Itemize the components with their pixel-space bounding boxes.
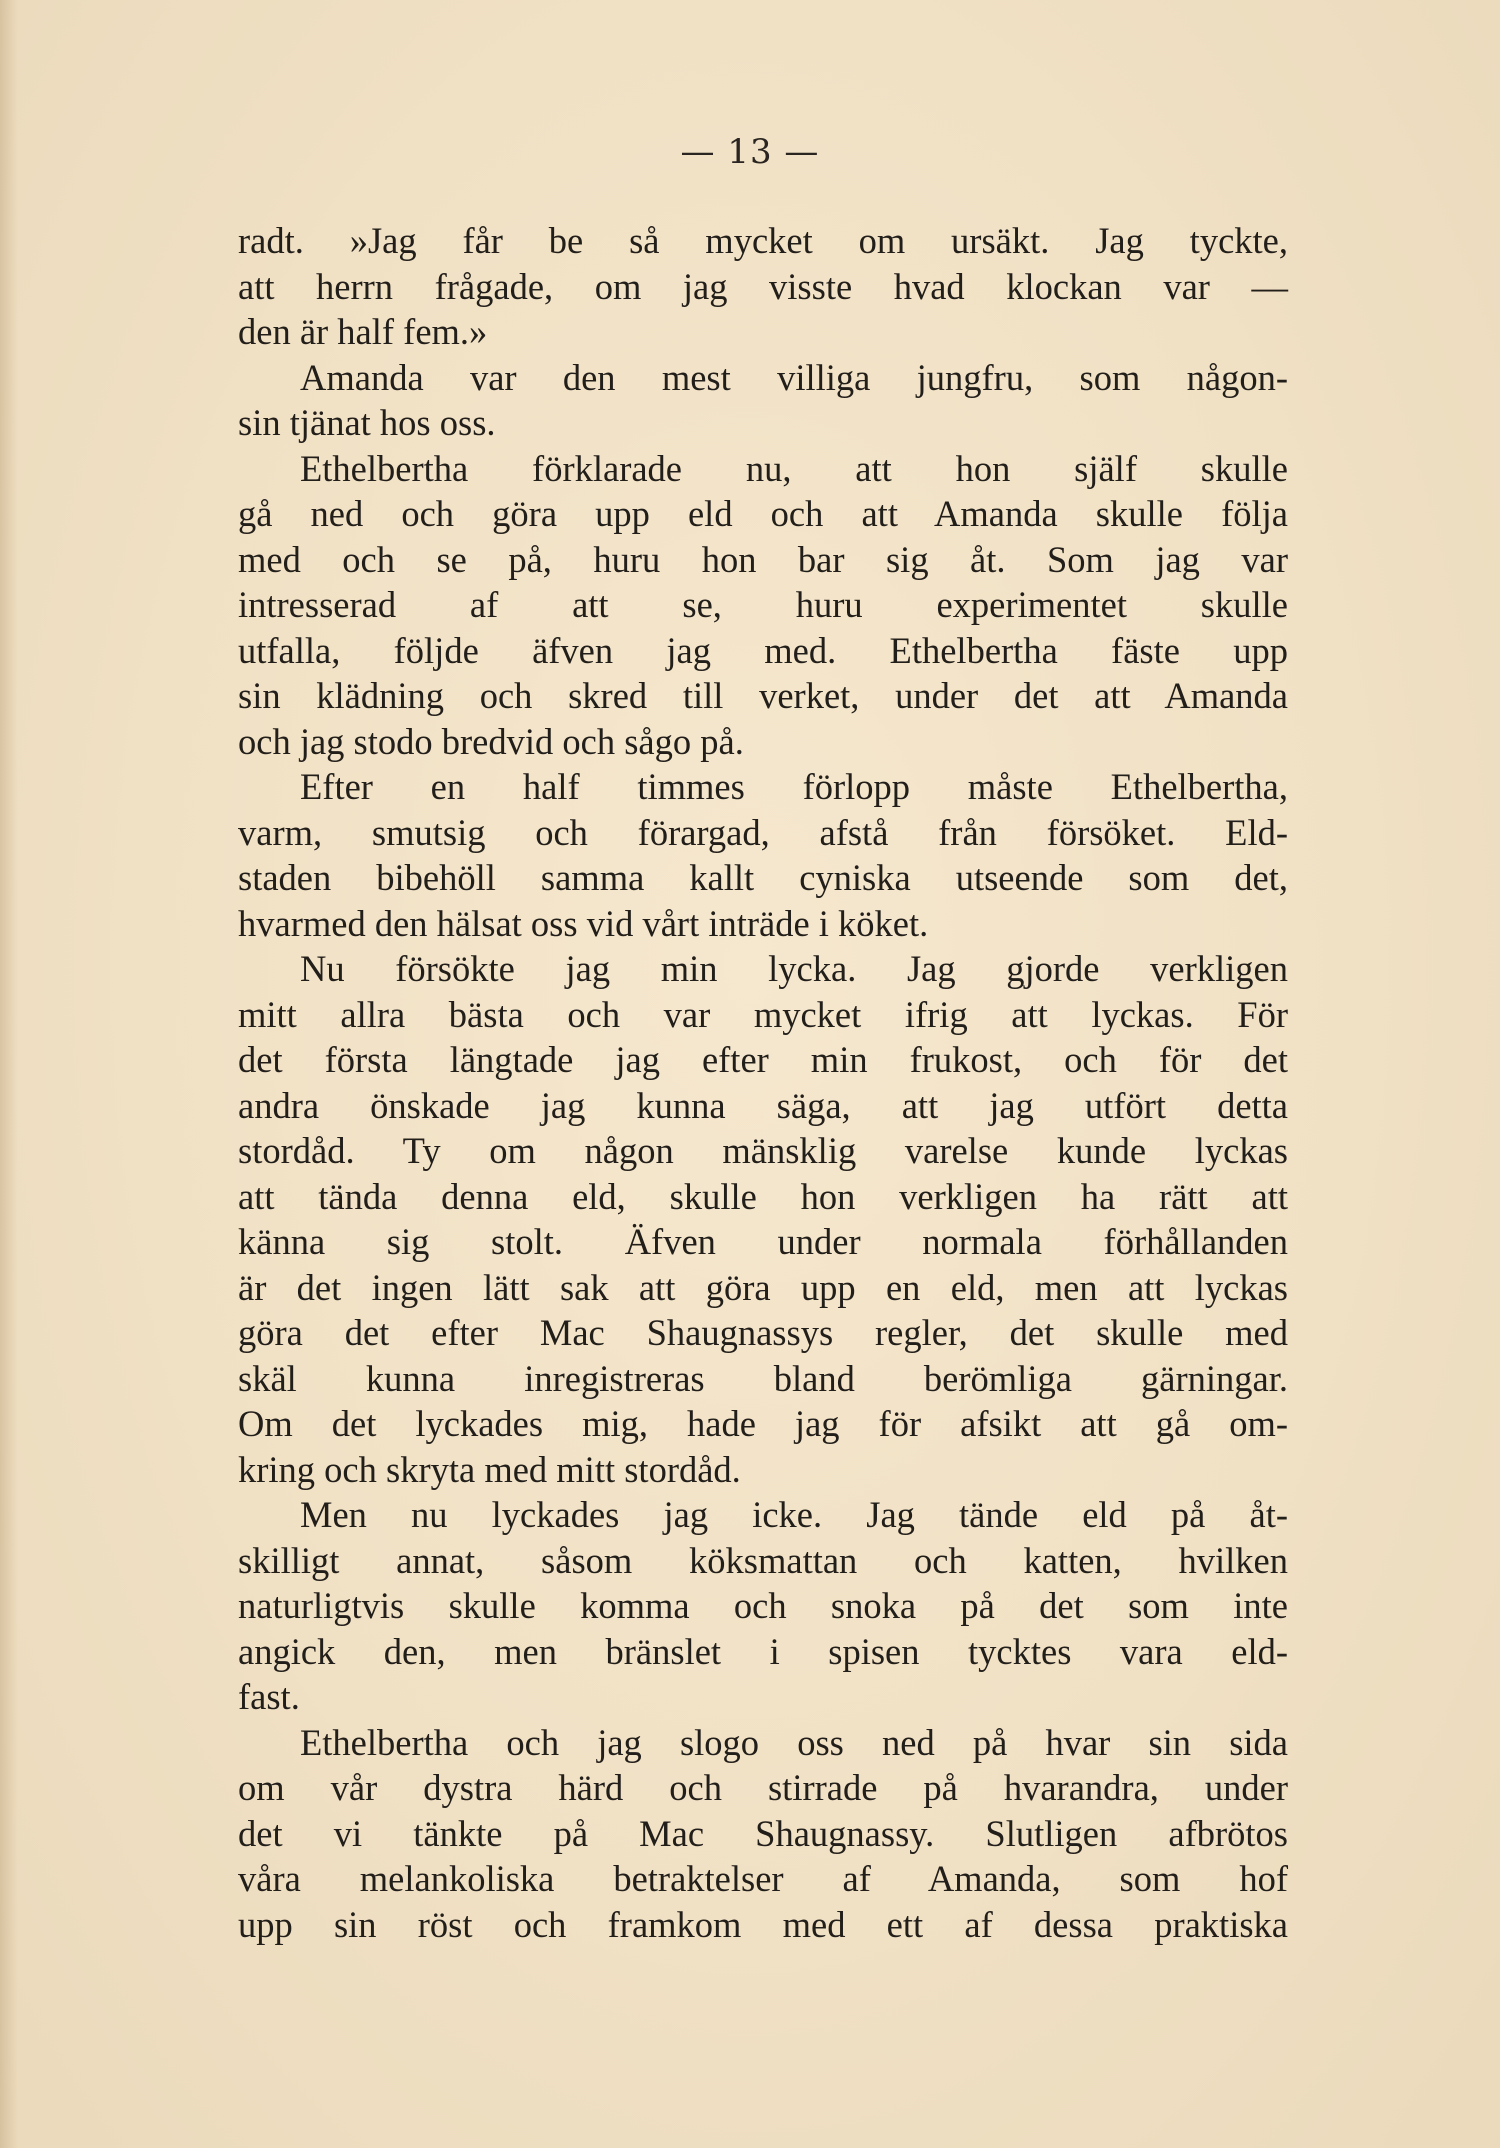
text-line: att herrn frågade, om jag visste hvad klockan var — [238, 265, 1288, 307]
text-line: hvarmed den hälsat oss vid vårt inträde i köket. [238, 902, 929, 944]
text-line: kring och skryta med mitt stordåd. [238, 1448, 741, 1490]
text-line: med och se på, huru hon bar sig åt. Som jag var [238, 538, 1288, 580]
page-edge-shadow [0, 0, 18, 2148]
text-line: Amanda var den mest villiga jungfru, som någon- [300, 356, 1288, 398]
text-line: naturligtvis skulle komma och snoka på det som inte [238, 1585, 1288, 1626]
text-line: intresserad af att se, huru experimentet skulle [238, 584, 1288, 625]
text-line: andra önskade jag kunna säga, att jag utfört detta [238, 1084, 1288, 1126]
page-number: — 13 — [680, 132, 820, 172]
text-line: den är half fem.» [238, 311, 488, 352]
text-line: angick den, men bränslet i spisen tycktes vara eld- [238, 1630, 1288, 1672]
text-line: Efter en half timmes förlopp måste Ethelbertha, [300, 766, 1288, 807]
text-line: upp sin röst och framkom med ett af dessa praktiska [238, 1903, 1288, 1945]
text-line: skäl kunna inregistreras bland berömliga gärningar. [238, 1357, 1288, 1399]
text-line: känna sig stolt. Äfven under normala förhållanden [238, 1221, 1288, 1262]
text-line: Om det lyckades mig, hade jag för afsikt att gå om- [238, 1403, 1288, 1444]
text-line: är det ingen lätt sak att göra upp en eld, men att lyckas [238, 1266, 1288, 1308]
text-line: mitt allra bästa och var mycket ifrig att lyckas. För [238, 993, 1288, 1035]
text-line: sin tjänat hos oss. [238, 402, 496, 443]
text-line: skilligt annat, såsom köksmattan och katten, hvilken [238, 1539, 1288, 1581]
text-line: och jag stodo bredvid och sågo på. [238, 720, 744, 762]
text-line: fast. [238, 1676, 300, 1717]
text-line: utfalla, följde äfven jag med. Ethelbertha fäste upp [238, 629, 1288, 671]
text-line: våra melankoliska betraktelser af Amanda, som hof [238, 1858, 1288, 1899]
body-text [238, 218, 1288, 1947]
text-line: göra det efter Mac Shaugnassys regler, det skulle med [238, 1312, 1288, 1353]
text-line: Nu försökte jag min lycka. Jag gjorde verkligen [300, 948, 1288, 989]
text-line: Ethelbertha förklarade nu, att hon själf skulle [300, 447, 1288, 489]
text-line: radt. »Jag får be så mycket om ursäkt. Jag tyckte, [238, 220, 1288, 261]
text-line: Men nu lyckades jag icke. Jag tände eld på åt- [300, 1494, 1288, 1535]
text-line: stordåd. Ty om någon mänsklig varelse kunde lyckas [238, 1130, 1288, 1171]
text-line: det första längtade jag efter min frukost, och för det [238, 1039, 1288, 1080]
text-line: sin klädning och skred till verket, under det att Amanda [238, 675, 1288, 716]
text-line: gå ned och göra upp eld och att Amanda skulle följa [238, 493, 1288, 534]
text-line: staden bibehöll samma kallt cyniska utseende som det, [238, 857, 1288, 898]
text-line: det vi tänkte på Mac Shaugnassy. Slutligen afbrötos [238, 1812, 1288, 1854]
text-line: Ethelbertha och jag slogo oss ned på hvar sin sida [300, 1721, 1288, 1763]
text-line: att tända denna eld, skulle hon verkligen ha rätt att [238, 1175, 1288, 1217]
text-line: varm, smutsig och förargad, afstå från försöket. Eld- [238, 811, 1288, 853]
text-line: om vår dystra härd och stirrade på hvarandra, under [238, 1767, 1288, 1808]
